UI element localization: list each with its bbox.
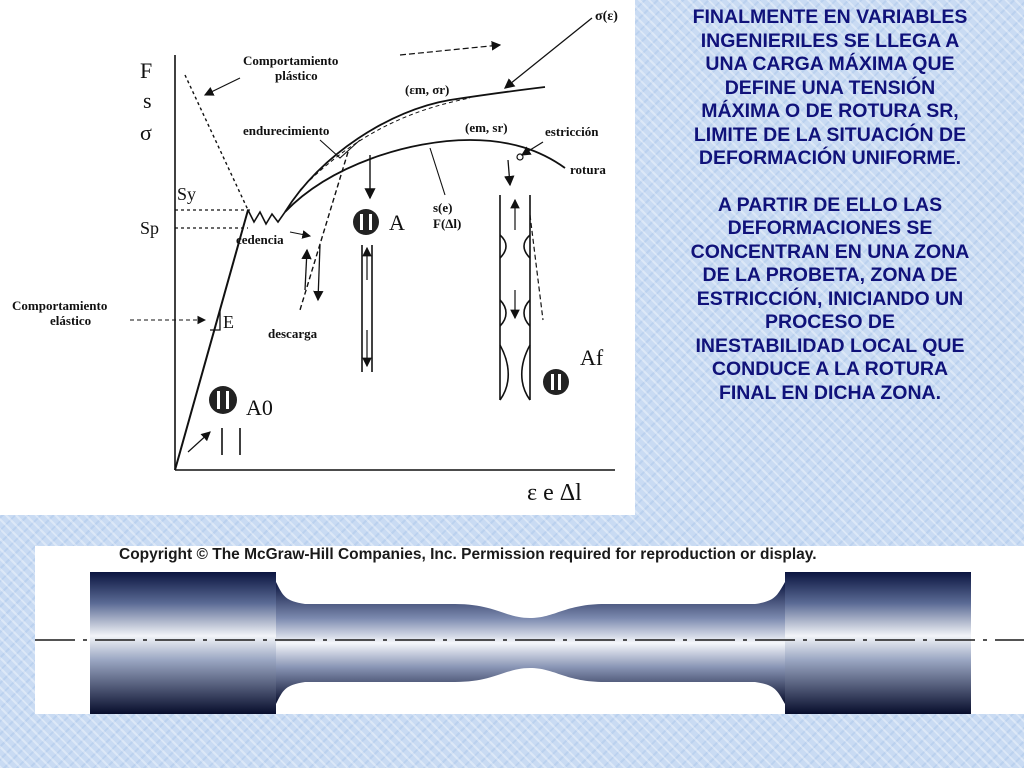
- p2-line-9: FINAL EN DICHA ZONA.: [718, 381, 942, 404]
- plastic-arrow: [400, 45, 500, 55]
- yield-pointer: [290, 232, 310, 236]
- plastic-pointer: [205, 78, 240, 95]
- modulus-label: E: [223, 312, 234, 332]
- sp-label: Sp: [140, 218, 160, 238]
- p1-line-1: FINALMENTE EN VARIABLES: [692, 6, 968, 28]
- p2-line-5: ESTRICCIÓN, INICIANDO UN: [696, 287, 964, 310]
- fracture-dashed: [530, 215, 543, 320]
- explanation-text: [640, 6, 1020, 521]
- original-specimen: [188, 428, 240, 455]
- paragraph-1: [640, 6, 1020, 171]
- left-grip: [90, 572, 276, 714]
- gauge-section: [276, 582, 785, 704]
- elastic-label-2: elástico: [50, 313, 92, 328]
- curve-s-pointer: [430, 148, 445, 195]
- plastic-label-1: Comportamiento: [243, 53, 339, 68]
- yield-zigzag: [248, 210, 285, 224]
- p2-line-8: CONDUCE A LA ROTURA: [711, 358, 949, 380]
- reload-arrow: [305, 250, 307, 290]
- true-curve: [285, 87, 545, 212]
- section-a0-icon: [209, 386, 237, 414]
- sigma-curve-pointer: [505, 18, 592, 88]
- p2-line-2: DEFORMACIONES SE: [727, 217, 933, 239]
- p2-line-3: CONCENTRAN EN UNA ZONA: [690, 240, 970, 263]
- right-grip: [785, 572, 971, 714]
- fracture-label: rotura: [570, 162, 606, 177]
- uniform-specimen: [362, 245, 372, 372]
- section-af-icon: [543, 369, 569, 395]
- p1-line-7: DEFORMACIÓN UNIFORME.: [698, 147, 962, 169]
- elastic-line: [175, 210, 248, 470]
- stress-strain-diagram: [0, 0, 635, 515]
- true-point-label: (εm, σr): [405, 82, 450, 97]
- yield-label: cedencia: [236, 232, 284, 247]
- engineering-curve: [285, 140, 565, 212]
- p1-line-2: INGENIERILES SE LLEGA A: [700, 29, 960, 52]
- necking-label: estricción: [545, 124, 599, 139]
- hardening-label: endurecimiento: [243, 123, 330, 138]
- section-a-icon: [353, 209, 379, 235]
- unload-line: [300, 152, 348, 310]
- unloading-label: descarga: [268, 326, 318, 341]
- tensile-specimen-figure: [35, 546, 1024, 714]
- axis-x-label: ε e Δl: [527, 480, 582, 506]
- axis-y-label-s: s: [143, 88, 152, 113]
- sy-label: Sy: [177, 184, 197, 204]
- p2-line-4: DE LA PROBETA, ZONA DE: [702, 264, 958, 286]
- copyright-notice: Copyright © The McGraw-Hill Companies, Inc. Permission required for reproduction or display.: [119, 546, 817, 563]
- p2-line-7: INESTABILIDAD LOCAL QUE: [695, 334, 965, 357]
- paragraph-2: [640, 194, 1020, 406]
- max-point: [517, 154, 523, 160]
- plastic-label-2: plástico: [275, 68, 318, 83]
- area-a0-label: A0: [246, 395, 273, 420]
- p1-line-4: DEFINE UNA TENSIÓN: [724, 76, 936, 99]
- diagram-svg: [0, 0, 635, 515]
- curve-s-label: s(e): [433, 200, 453, 215]
- p1-line-6: LIMITE DE LA SITUACIÓN DE: [693, 123, 967, 146]
- elastic-label-1: Comportamiento: [12, 298, 108, 313]
- area-a-label: A: [389, 210, 405, 235]
- necking-specimen: [500, 195, 530, 400]
- p2-line-1: A PARTIR DE ELLO LAS: [717, 193, 943, 216]
- sigma-curve-label: σ(ε): [595, 9, 618, 24]
- true-curve-guide: [300, 98, 470, 190]
- specimen-svg: [35, 546, 1024, 714]
- p1-line-5: MÁXIMA O DE ROTURA SR,: [701, 100, 959, 122]
- hardening-pointer: [320, 140, 360, 158]
- eng-point-label: (em, sr): [465, 120, 508, 135]
- axis-y-label-F: F: [140, 58, 153, 83]
- curve-f-label: F(Δl): [433, 216, 462, 231]
- area-af-label: Af: [580, 345, 604, 370]
- unload-arrow: [318, 245, 320, 300]
- necking-arrow: [508, 160, 510, 185]
- axis-y-label-sigma: σ: [140, 120, 152, 145]
- p1-line-3: UNA CARGA MÁXIMA QUE: [705, 53, 955, 75]
- p2-line-6: PROCESO DE: [764, 311, 896, 333]
